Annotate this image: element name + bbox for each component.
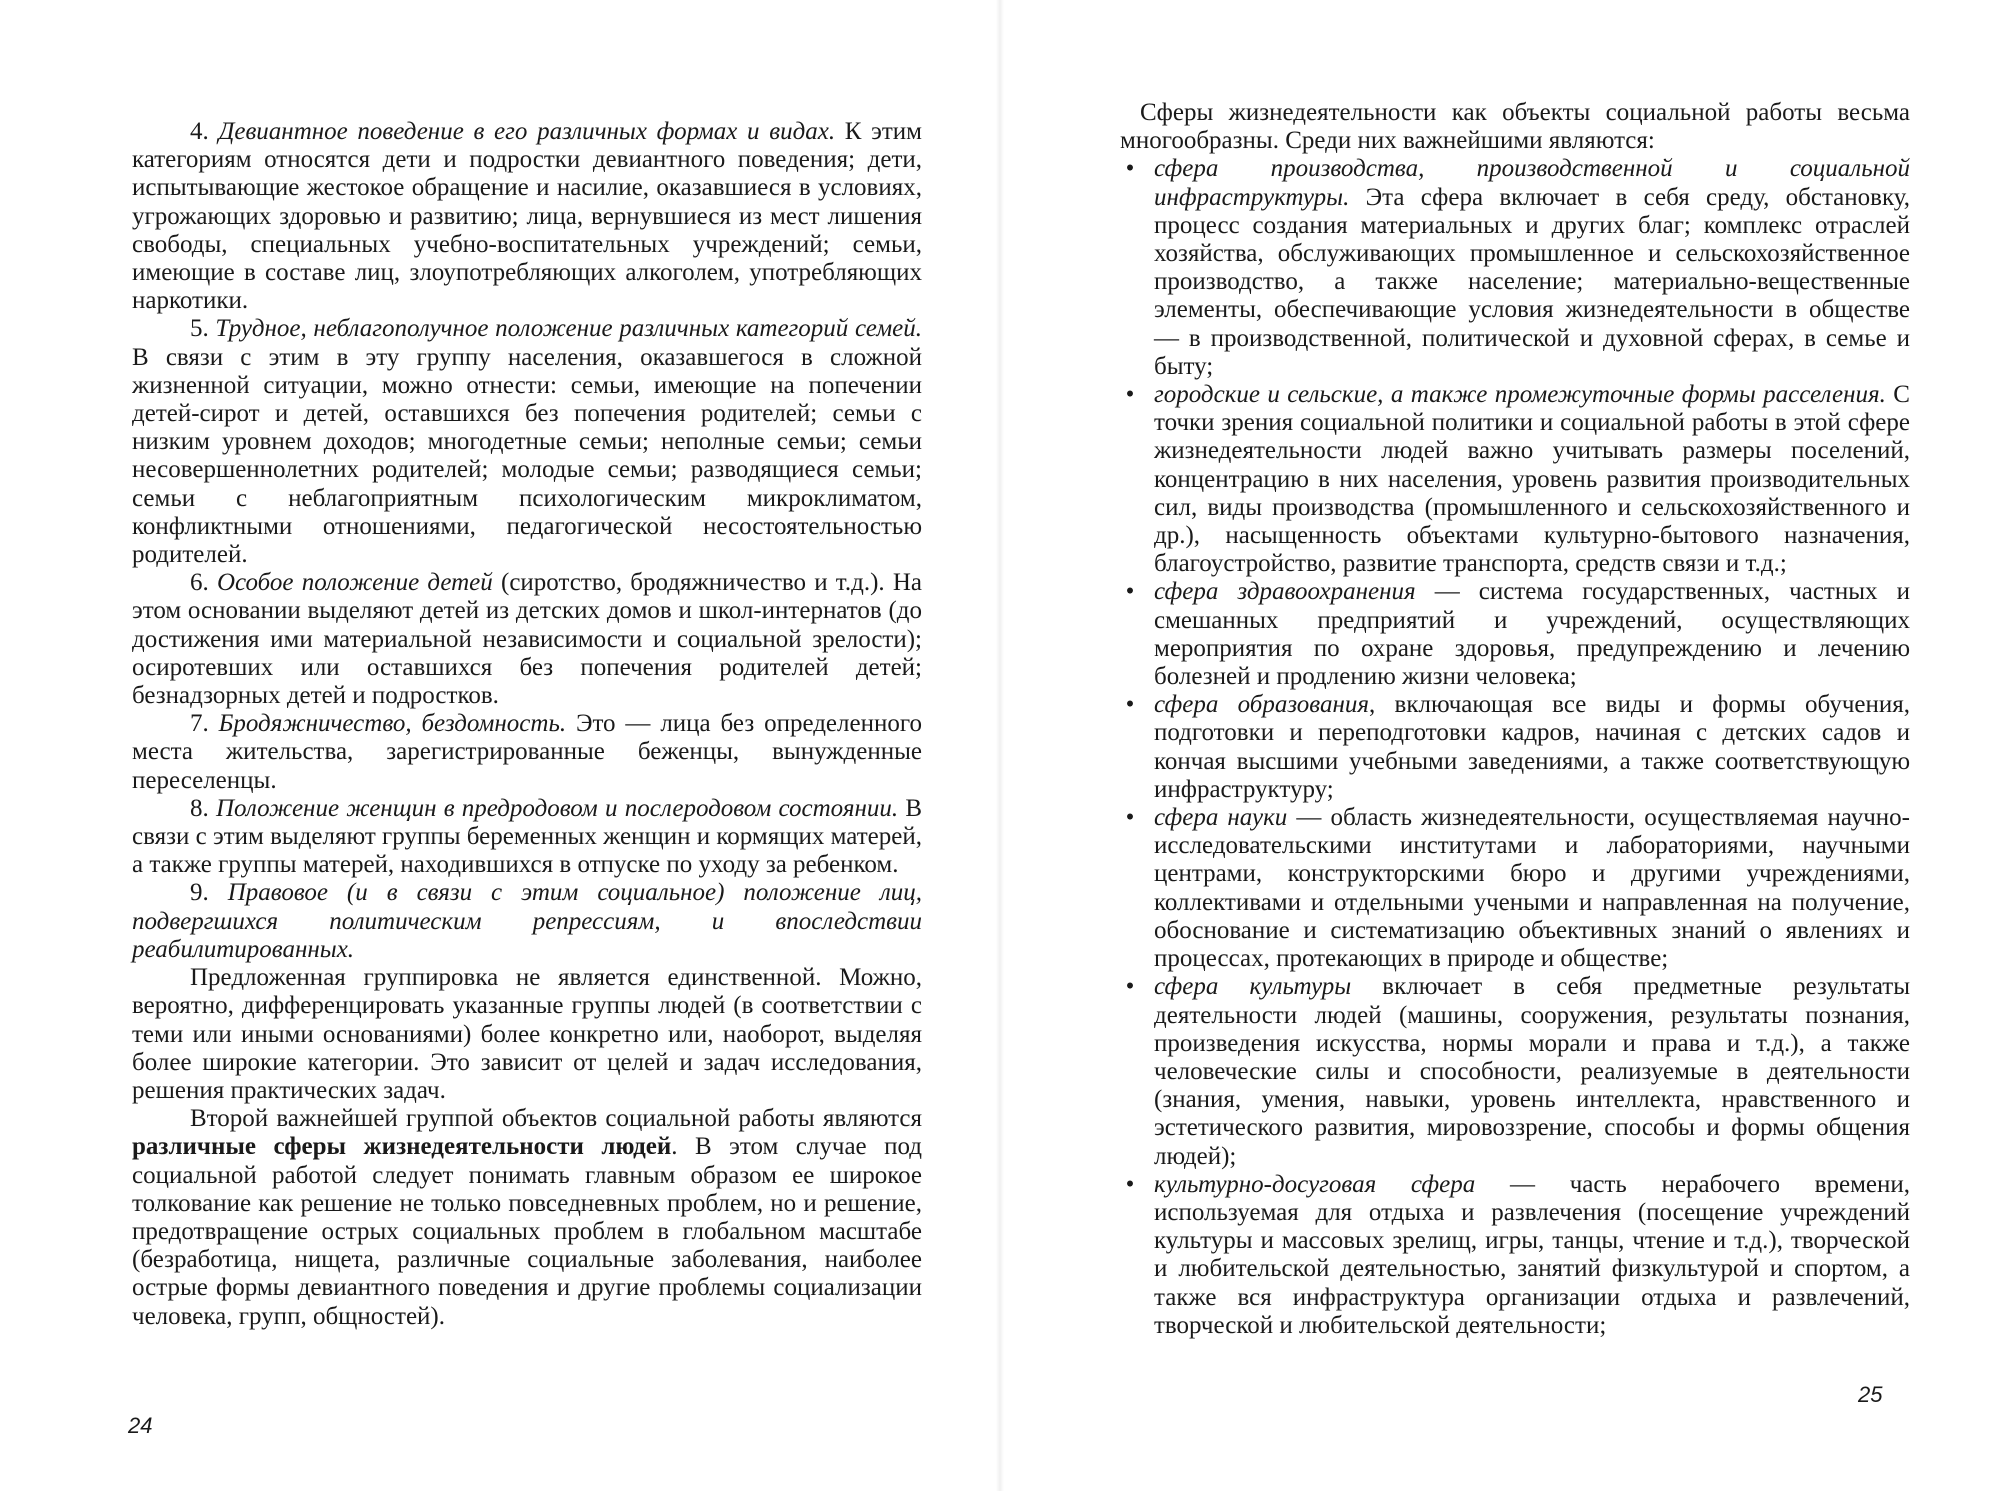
item-title: Девиантное поведение в его различных формах и видах. xyxy=(218,118,836,145)
item-text: Это — лица без определенного места жительства, зарегистрированные беженцы, вынужденные переселенцы. xyxy=(132,710,922,794)
paragraph-8 xyxy=(132,795,922,880)
paragraph-grouping: Предложенная группировка не является единственной. Можно, вероятно, дифференцировать указанные группы людей (в соответствии с теми или иными основаниями) более конкретно или, наоборот, выделяя более широкие категории. Это зависит от целей и задач исследования, решения практических задач. xyxy=(132,964,922,1104)
bullet-icon: • xyxy=(1125,155,1135,183)
item-text: — область жизнедеятельности, осуществляемая научно-исследовательскими институтами и лабораториями, научными центрами, конструкторскими бюро и другими учреждениями, коллективами и отдельными учеными и направленная на получение, обоснование и систематизацию объективных знаний о явлениях и процессах, протекающих в природе и обществе; xyxy=(1154,804,1910,973)
item-title: Трудное, неблагополучное положение различных категорий семей. xyxy=(215,315,922,343)
item-text: Эта сфера включает в себя среду, обстановку, процесс создания материальных и других благ; комплекс отраслей хозяйства, обслуживающих промышленное и сельскохозяйственное производство, а также население; материально-вещественные элементы, обеспечивающие условия жизнедеятельности в обществе — в производственной, политической и духовной сферах, в семье и быту; xyxy=(1154,183,1910,380)
bullet-icon: • xyxy=(1125,578,1135,606)
list-item xyxy=(1125,691,1910,804)
paragraph-4 xyxy=(132,118,922,315)
item-number: 5. xyxy=(190,315,216,343)
page-number-right: 25 xyxy=(1858,1382,1883,1407)
bold-term: различные сферы жизнедеятельности людей xyxy=(132,1133,672,1161)
item-title: Правовое (и в связи с этим социальное) положение лиц, подвергшихся политическим репрессиям, и впоследствии реабилитированных. xyxy=(132,879,923,963)
item-title: Положение женщин в предродовом и послеродовом состоянии. xyxy=(216,794,899,822)
item-number: 4. xyxy=(190,118,219,145)
bullet-icon: • xyxy=(1125,1170,1135,1198)
item-term: сфера производства, производственной и социальной инфраструктуры. xyxy=(1154,155,1910,211)
item-number: 8. xyxy=(190,794,216,822)
list-item xyxy=(1125,1170,1910,1340)
item-text: (сиротство, бродяжничество и т.д.). На этом основании выделяют детей из детских домов и школ-интернатов (до достижения ими материальной независимости и социальной зрелости); осиротевших или оставшихся без попечения родителей детей; безнадзорных детей и подростков. xyxy=(132,569,923,710)
item-title: Бродяжничество, бездомность. xyxy=(218,710,567,738)
item-text: В связи с этим в эту группу населения, оказавшегося в сложной жизненной ситуации, можно отнести: семьи, имеющие на попечении детей-сирот и детей, оставшихся без попечения родителей; семьи с низким уровнем доходов; многодетные семьи; неполные семьи; семьи несовершеннолетних родителей; молодые семьи; разводящиеся семьи; семьи с неблагоприятным психологическим микроклиматом, конфликтными отношениями, педагогической несостоятельностью родителей. xyxy=(132,343,922,569)
list-item xyxy=(1125,973,1911,1170)
left-page-text xyxy=(132,118,922,1331)
item-term: сфера культуры xyxy=(1154,973,1352,1001)
right-page-text xyxy=(1120,99,1910,1340)
paragraph-5 xyxy=(132,315,922,569)
paragraph-text: Второй важнейшей группой объектов социальной работы являются xyxy=(190,1105,922,1133)
item-term: сфера здравоохранения xyxy=(1154,578,1416,606)
list-item xyxy=(1125,804,1910,973)
paragraph-text: . В этом случае под социальной работой следует понимать главным образом ее широкое толкование как решение не только повседневных проблем, но и решение, предотвращение острых социальных проблем в глобальном масштабе (безработица, нищета, различные социальные заболевания, наиболее острые формы девиантного поведения и другие проблемы социализации человека, групп, общностей). xyxy=(132,1133,923,1330)
paragraph-6 xyxy=(132,569,922,710)
item-text: включает в себя предметные результаты деятельности людей (машины, сооружения, результаты познания, произведения искусства, нормы морали и права и т.д.), а также человеческие силы и способности, реализуемые в деятельности (знания, умения, навыки, уровень интеллекта, нравственного и эстетического развития, мировоззрение, способы и формы общения людей); xyxy=(1154,973,1911,1170)
item-text: , включающая все виды и формы обучения, подготовки и переподготовки кадров, начиная с детских садов и кончая высшими учебными заведениями, а также соответствующую инфраструктуру; xyxy=(1154,691,1910,803)
item-term: сфера образования xyxy=(1154,691,1369,719)
item-text: — часть нерабочего времени, используемая для отдыха и развлечения (посещение учреждений культуры и массовых зрелищ, игры, танцы, чтение и т.д.), творческой и любительской деятельностью, занятий физкультурой и спортом, а также вся инфраструктура организации отдыха и развлечений, творческой и любительской деятельности; xyxy=(1154,1170,1910,1339)
spheres-list xyxy=(1120,155,1910,1340)
item-number: 9. xyxy=(190,879,228,907)
page-number-left: 24 xyxy=(128,1413,153,1438)
right-page xyxy=(1000,0,2000,1491)
list-item xyxy=(1125,381,1910,578)
item-text: С точки зрения социальной политики и социальной работы в этой сфере жизнедеятельности людей важно учитывать размеры поселений, концентрацию в них населения, уровень развития производительных сил, виды производства (промышленного и сельскохозяйственного и др.), насыщенность объектами культурно-бытового назначения, благоустройство, развитие транспорта, средств связи и т.д.; xyxy=(1154,381,1910,578)
bullet-icon: • xyxy=(1125,804,1135,832)
paragraph-9 xyxy=(132,879,922,964)
item-text: В связи с этим выделяют группы беременных женщин и кормящих матерей, а также группы матерей, находившихся в отпуске по уходу за ребенком. xyxy=(132,794,923,879)
item-title: Особое положение детей xyxy=(216,569,493,597)
paragraph-spheres xyxy=(132,1105,922,1331)
item-term: сфера науки xyxy=(1154,804,1288,832)
intro-paragraph: Сферы жизнедеятельности как объекты социальной работы весьма многообразны. Среди них важнейшими являются: xyxy=(1120,99,1910,155)
bullet-icon: • xyxy=(1125,691,1135,719)
item-term: культурно-досуговая сфера xyxy=(1154,1170,1476,1198)
item-term: городские и сельские, а также промежуточные формы расселения. xyxy=(1154,381,1886,409)
item-text: — система государственных, частных и смешанных предприятий и учреждений, осуществляющих мероприятия по охране здоровья, предупреждению и лечению болезней и продлению жизни человека; xyxy=(1154,578,1910,691)
item-number: 7. xyxy=(190,710,219,738)
list-item xyxy=(1125,578,1910,691)
item-number: 6. xyxy=(190,569,217,597)
bullet-icon: • xyxy=(1125,381,1135,409)
paragraph-7 xyxy=(132,710,922,795)
bullet-icon: • xyxy=(1125,973,1135,1001)
list-item xyxy=(1125,155,1910,381)
item-text: К этим категориям относятся дети и подростки девиантного поведения; дети, испытывающие жестокое обращение и насилие, оказавшиеся в условиях, угрожающих здоровью и развитию; лица, вернувшиеся из мест лишения свободы, специальных учебно-воспитательных учреждений; семьи, имеющие в составе лиц, злоупотребляющих алкоголем, употребляющих наркотики. xyxy=(132,118,922,315)
